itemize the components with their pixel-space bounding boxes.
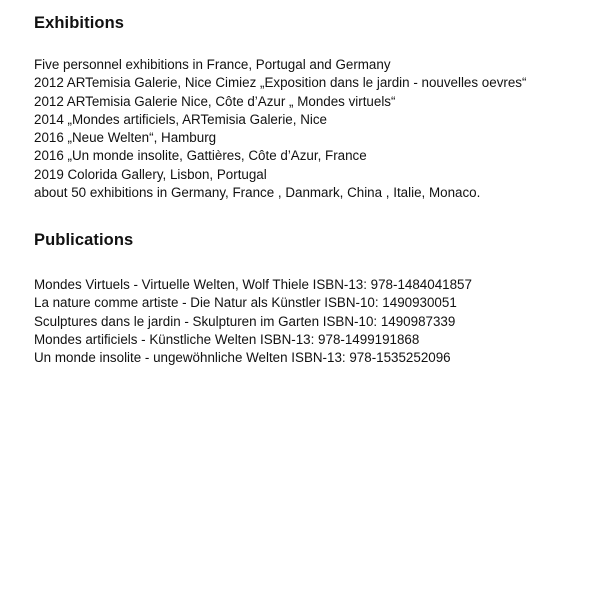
publication-line: La nature comme artiste - Die Natur als Künstler ISBN-10: 1490930051 bbox=[34, 295, 457, 311]
exhibitions-line: about 50 exhibitions in Germany, France , Danmark, China , Italie, Monaco. bbox=[34, 185, 481, 201]
exhibitions-line: 2012 ARTemisia Galerie Nice, Côte d’Azur „ Mondes virtuels“ bbox=[34, 93, 396, 109]
exhibitions-line: 2012 ARTemisia Galerie, Nice Cimiez „Exposition dans le jardin - nouvelles oevres“ bbox=[34, 75, 527, 91]
publications-list bbox=[34, 276, 594, 367]
exhibitions-line: 2016 „Un monde insolite, Gattières, Côte d’Azur, France bbox=[34, 148, 367, 164]
exhibitions-line: 2016 „Neue Welten“, Hamburg bbox=[34, 130, 217, 146]
publication-line: Un monde insolite - ungewöhnliche Welten ISBN-13: 978-1535252096 bbox=[34, 350, 451, 366]
publication-line: Mondes Virtuels - Virtuelle Welten, Wolf Thiele ISBN-13: 978-1484041857 bbox=[34, 277, 472, 292]
exhibitions-line: 2014 „Mondes artificiels, ARTemisia Galerie, Nice bbox=[34, 111, 327, 127]
exhibitions-list bbox=[34, 56, 594, 202]
exhibitions-line: 2019 Colorida Gallery, Lisbon, Portugal bbox=[34, 166, 267, 182]
publication-line: Sculptures dans le jardin - Skulpturen im Garten ISBN-10: 1490987339 bbox=[34, 313, 456, 329]
exhibitions-heading: Exhibitions bbox=[34, 14, 125, 32]
publication-line: Mondes artificiels - Künstliche Welten ISBN-13: 978-1499191868 bbox=[34, 331, 420, 347]
exhibitions-section bbox=[34, 12, 594, 202]
publications-heading: Publications bbox=[34, 231, 134, 249]
publications-section bbox=[34, 229, 594, 367]
exhibitions-line: Five personnel exhibitions in France, Portugal and Germany bbox=[34, 57, 391, 72]
